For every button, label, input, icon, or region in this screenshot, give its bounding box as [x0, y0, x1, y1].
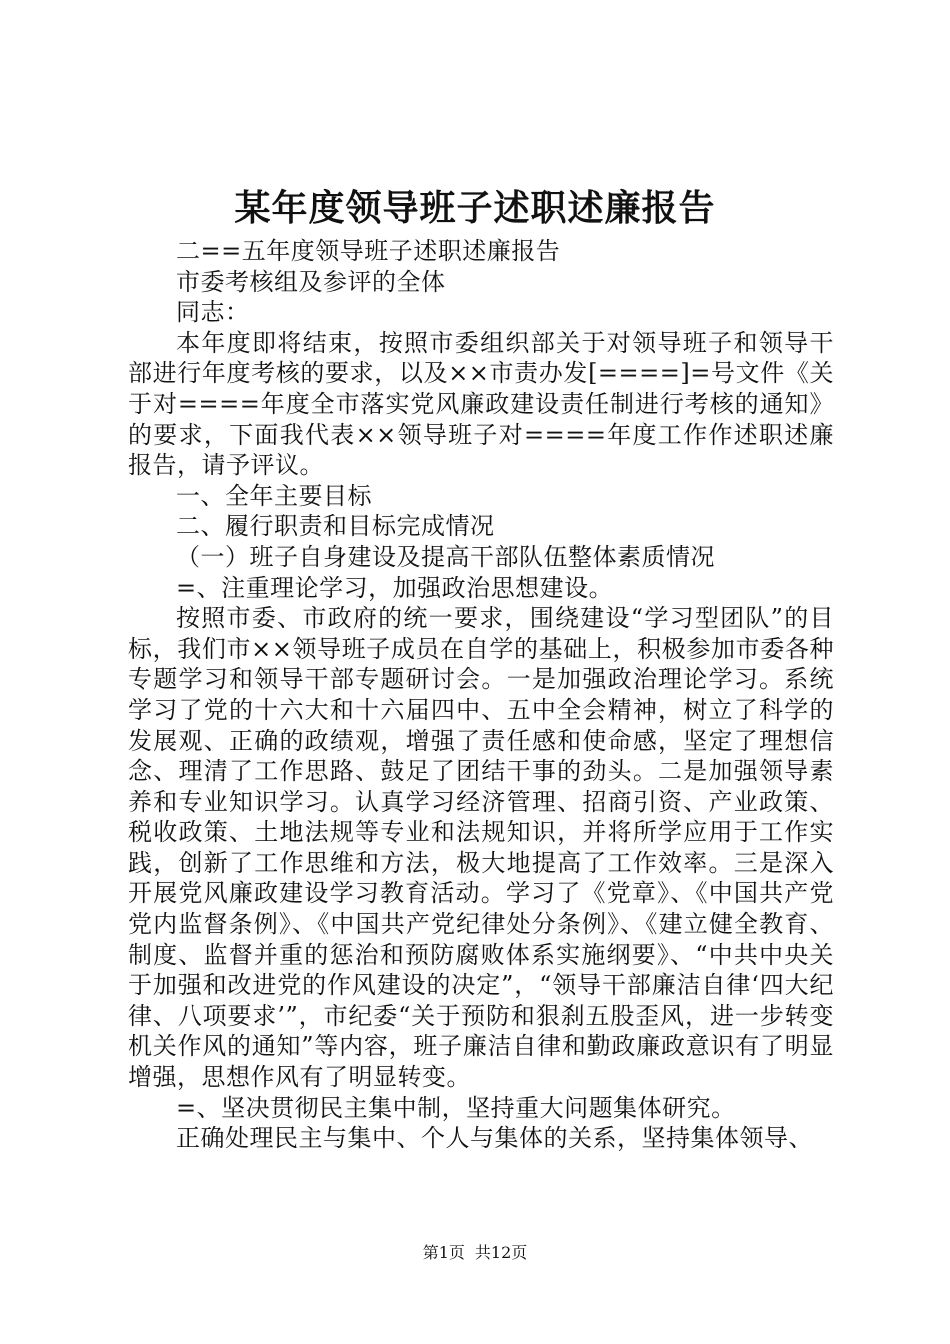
paragraph-subtitle: 二==五年度领导班子述职述廉报告 — [176, 237, 561, 265]
page-total: 共12页 — [474, 1243, 528, 1262]
heading-section-1: 一、全年主要目标 — [176, 481, 372, 510]
paragraph-addressee: 市委考核组及参评的全体 — [176, 267, 446, 296]
heading-subsection-1: （一）班子自身建设及提高干部队伍整体素质情况 — [176, 542, 715, 571]
heading-section-2: 二、履行职责和目标完成情况 — [176, 512, 495, 541]
paragraph-intro: 本年度即将结束，按照市委组织部关于对领导班子和领导干部进行年度考核的要求，以及××市责办发[====]=号文件《关于对====年度全市落实党风廉政建设责任制进行考核的通知》的要求，下面我代表××领导班子对====年度工作作述职述廉报告，请予评议。 — [128, 328, 834, 480]
paragraph-democracy: 正确处理民主与集中、个人与集体的关系，坚持集体领导、 — [176, 1124, 813, 1153]
document-title: 某年度领导班子述职述廉报告 — [234, 187, 716, 229]
heading-item-2: =、坚决贯彻民主集中制，坚持重大问题集体研究。 — [176, 1093, 736, 1122]
document-body — [128, 236, 834, 1154]
page-number: 第1页 — [422, 1243, 465, 1262]
paragraph-salutation: 同志： — [176, 298, 250, 327]
page-footer — [0, 1241, 950, 1265]
paragraph-study: 按照市委、市政府的统一要求，围绕建设“学习型团队”的目标，我们市××领导班子成员在自学的基础上，积极参加市委各种专题学习和领导干部专题研讨会。一是加强政治理论学习。系统学习了党的十六大和十六届四中、五中全会精神，树立了科学的发展观、正确的政绩观，增强了责任感和使命感，坚定了理想信念、理清了工作思路、鼓足了团结干事的劲头。二是加强领导素养和专业知识学习。认真学习经济管理、招商引资、产业政策、税收政策、土地法规等专业和法规知识，并将所学应用于工作实践，创新了工作思维和方法，极大地提高了工作效率。三是深入开展党风廉政建设学习教育活动。学习了《党章》、《中国共产党党内监督条例》、《中国共产党纪律处分条例》、《建立健全教育、制度、监督并重的惩治和预防腐败体系实施纲要》、“中共中央关于加强和改进党的作风建设的决定”，“领导干部廉洁自律‘四大纪律、八项要求’”，市纪委“关于预防和狠刹五股歪风，进一步转变机关作风的通知”等内容，班子廉洁自律和勤政廉政意识有了明显增强，思想作风有了明显转变。 — [128, 604, 834, 1092]
heading-item-1: =、注重理论学习，加强政治思想建设。 — [176, 573, 614, 602]
